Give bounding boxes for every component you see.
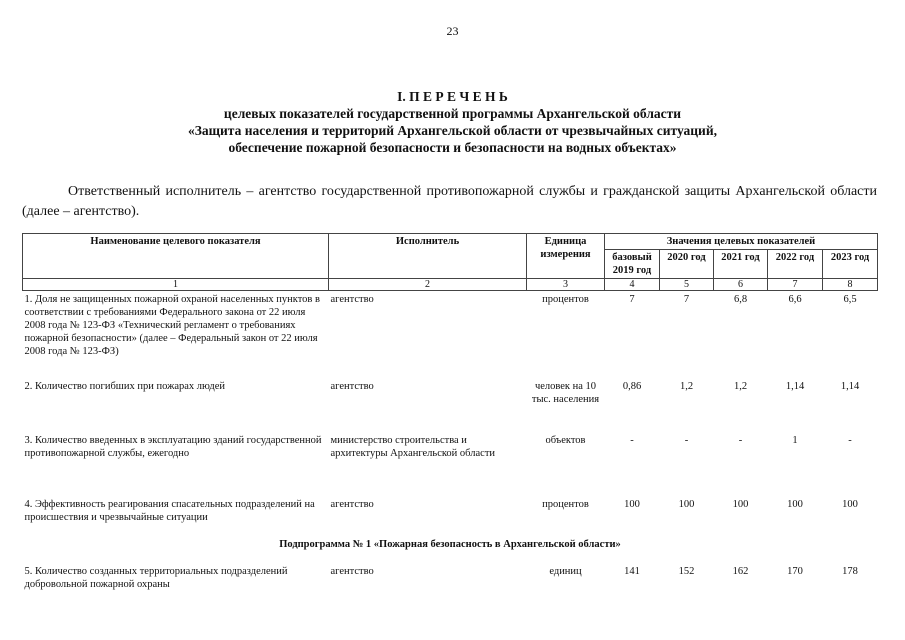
indicator-value: -	[684, 434, 689, 446]
intro-paragraph: Ответственный исполнитель – агентство государственной противопожарной службы и гражданской защиты Архангельской области (далее – агентство).	[22, 184, 877, 219]
table-row	[23, 291, 878, 378]
indicator-value: 1,2	[733, 380, 748, 392]
indicator-value: 100	[624, 498, 640, 510]
indicator-value: 1,14	[785, 380, 805, 392]
indicator-value: -	[848, 434, 852, 446]
column-number: 1	[23, 279, 329, 291]
table-row	[23, 432, 878, 496]
header-year-2022: 2022 год	[768, 250, 823, 279]
indicator-value: 100	[842, 498, 858, 510]
indicator-name: 4. Эффективность реагирования спасательных подразделений на происшествия и чрезвычайные ситуации	[24, 498, 315, 523]
header-values-group: Значения целевых показателей	[605, 234, 878, 250]
indicator-executor: агентство	[330, 380, 374, 392]
indicator-value: 1,14	[840, 380, 860, 392]
column-number: 7	[768, 279, 823, 291]
indicator-value: 1,2	[679, 380, 694, 392]
title-line-3: «Защита населения и территорий Архангельской области от чрезвычайных ситуаций,	[188, 123, 717, 138]
page-number: 23	[446, 24, 459, 38]
table-row	[23, 563, 878, 597]
targets-table	[22, 233, 878, 597]
indicator-value: 178	[842, 565, 858, 577]
indicator-name: 2. Количество погибших при пожарах людей	[24, 380, 225, 392]
header-year-2023: 2023 год	[823, 250, 878, 279]
column-number: 8	[823, 279, 878, 291]
column-number: 4	[605, 279, 660, 291]
indicator-executor: агентство	[330, 294, 374, 305]
indicator-value: 6,8	[733, 294, 748, 305]
indicator-value: 170	[787, 565, 803, 577]
header-name: Наименование целевого показателя	[23, 234, 329, 279]
indicator-executor: министерство строительства и архитектуры Архангельской области	[330, 434, 496, 459]
indicator-value: 7	[629, 294, 635, 305]
indicator-value: 6,5	[843, 294, 857, 305]
table-body	[23, 291, 878, 597]
indicator-name: 1. Доля не защищенных пожарной охраной населенных пунктов в соответствии с требованиями Федерального закона от 22 июля 2008 года № 123-ФЗ «Технический регламент о требованиях пожарной безопасности» (далее – Федеральный закон от 22 июля 2008 года № 123-ФЗ)	[24, 294, 320, 357]
indicator-name: 3. Количество введенных в эксплуатацию зданий государственной противопожарной службы, ежегодно	[24, 434, 322, 459]
indicator-value: 162	[732, 565, 749, 577]
title-line-1: I. П Е Р Е Ч Е Н Ь	[397, 89, 508, 104]
column-numbers-row	[23, 279, 878, 291]
column-number: 2	[329, 279, 527, 291]
indicator-unit: процентов	[542, 294, 589, 305]
indicator-executor: агентство	[330, 565, 374, 577]
table-header	[23, 234, 878, 291]
indicator-value: 100	[678, 498, 695, 510]
table-row	[23, 496, 878, 530]
indicator-value: 152	[678, 565, 695, 577]
indicator-name: 5. Количество созданных территориальных подразделений добровольной пожарной охраны	[24, 565, 288, 590]
indicator-value: 0,86	[622, 380, 642, 392]
indicator-executor: агентство	[330, 498, 374, 510]
indicator-value: 7	[683, 294, 690, 305]
subprogram-title: Подпрограмма № 1 «Пожарная безопасность в Архангельской области»	[279, 538, 621, 550]
header-unit: Единица измерения	[527, 234, 605, 279]
indicator-value: -	[738, 434, 743, 446]
header-year-base: базовый 2019 год	[605, 250, 660, 279]
indicator-unit: объектов	[545, 434, 586, 446]
indicator-unit: процентов	[542, 498, 589, 510]
indicator-value: 100	[787, 498, 803, 510]
header-year-2021: 2021 год	[714, 250, 768, 279]
title-line-4: обеспечение пожарной безопасности и безопасности на водных объектах»	[228, 140, 677, 155]
column-number: 6	[714, 279, 768, 291]
column-number: 5	[660, 279, 714, 291]
table-row	[23, 378, 878, 432]
title-line-2: целевых показателей государственной программы Архангельской области	[223, 106, 682, 121]
indicator-unit: единиц	[549, 565, 582, 577]
document-title	[0, 88, 905, 156]
column-number: 3	[527, 279, 605, 291]
indicator-value: 100	[732, 498, 749, 510]
indicator-value: 6,6	[788, 294, 802, 305]
subprogram-row	[23, 530, 878, 563]
indicator-value: 1	[792, 434, 798, 446]
indicator-value: -	[630, 434, 634, 446]
header-executor: Исполнитель	[329, 234, 527, 279]
header-year-2020: 2020 год	[660, 250, 714, 279]
indicator-unit: человек на 10 тыс. населения	[531, 380, 600, 405]
indicator-value: 141	[624, 565, 640, 577]
